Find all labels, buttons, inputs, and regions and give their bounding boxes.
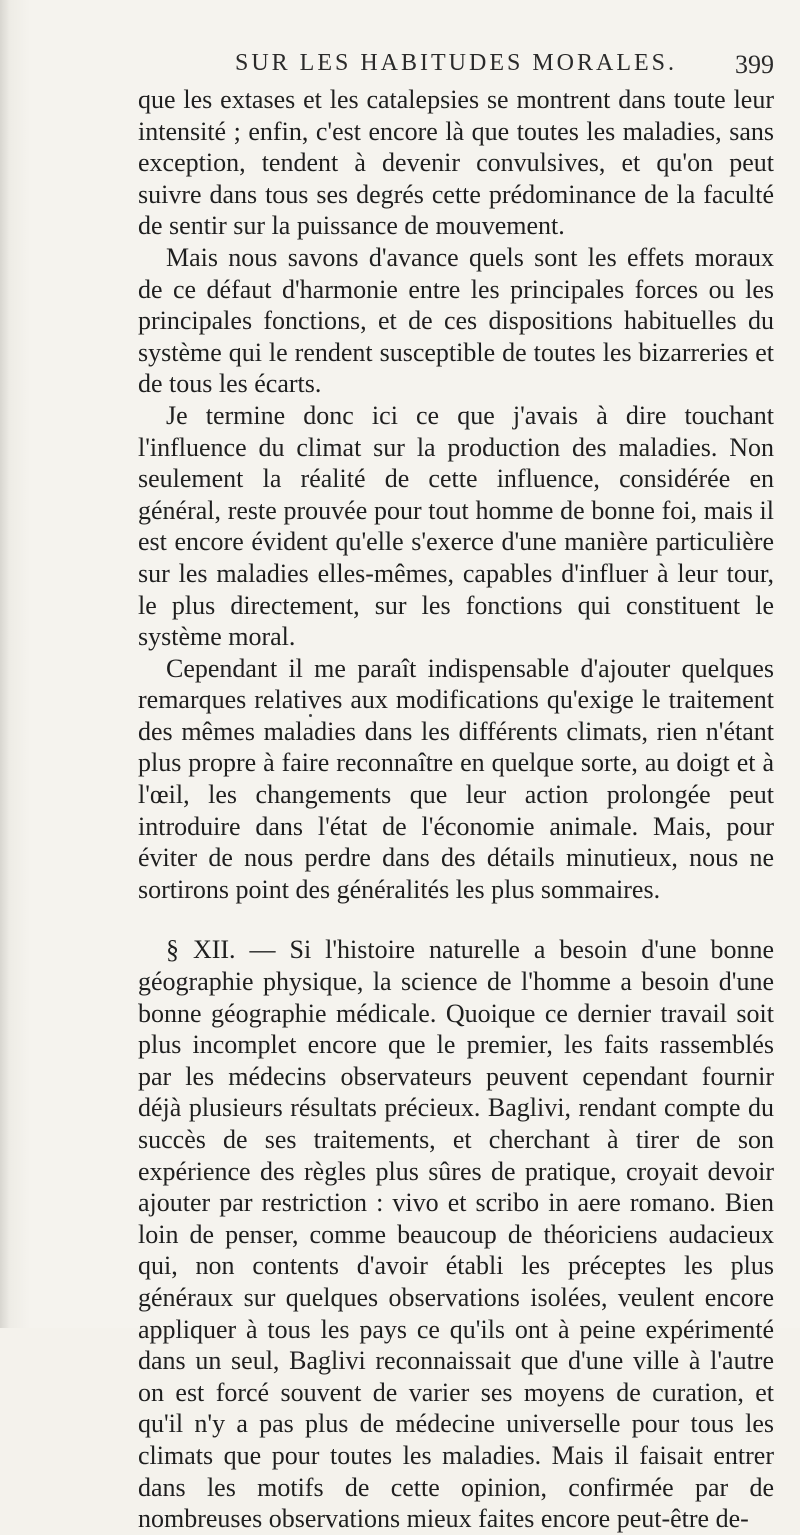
paragraph-continuation: que les extases et les catalepsies se montrent dans toute leur intensité ; enfin, c'est encore là que toutes les maladies, sans exception, tendent à devenir convulsives, et qu'on peut suivre dans tous ses degrés cette prédominance de la faculté de sentir sur la puissance de mouvement. [138, 85, 774, 241]
paragraph-effets-moraux: Mais nous savons d'avance quels sont les effets moraux de ce défaut d'harmonie entre les principales forces ou les principales fonctions, et de ces dispositions habituelles du système qui le rendent susceptible de toutes les bizarreries et de tous les écarts. [138, 242, 774, 399]
body-text [138, 84, 774, 1535]
running-head: SUR LES HABITUDES MORALES. [234, 50, 678, 76]
page-number: 399 [735, 50, 774, 79]
ink-speck [309, 714, 312, 717]
paragraph-influence-climat: Je termine donc ici ce que j'avais à dire touchant l'influence du climat sur la production des maladies. Non seulement la réalité de cette influence, considérée en général, reste prouvée pour tout homme de bonne foi, mais il est encore évident qu'elle s'exerce d'une manière particulière sur les maladies elles-mêmes, capables d'influer à leur tour, le plus directement, sur les fonctions qui constituent le système moral. [138, 400, 774, 652]
paragraph-remarques-traitement: Cependant il me paraît indispensable d'ajouter quelques remarques relatives aux modifications qu'exige le traitement des mêmes maladies dans les différents climats, rien n'étant plus propre à faire reconnaître en quelque sorte, au doigt et à l'œil, les changements que leur action prolongée peut introduire dans l'état de l'économie animale. Mais, pour éviter de nous perdre dans des détails minutieux, nous ne sortirons point des généralités les plus sommaires. [138, 653, 774, 904]
page-header [138, 50, 774, 84]
section-xii-paragraph: § XII. — Si l'histoire naturelle a besoin d'une bonne géographie physique, la science de l'homme a besoin d'une bonne géographie médicale. Quoique ce dernier travail soit plus incomplet encore que le premier, les faits rassemblés par les médecins observateurs peuvent cependant fournir déjà plusieurs résultats précieux. Baglivi, rendant compte du succès de ses traitements, et cherchant à tirer de son expérience des règles plus sûres de pratique, croyait devoir ajouter par restriction : vivo et scribo in aere romano. Bien loin de penser, comme beaucoup de théoriciens audacieux qui, non contents d'avoir établi les préceptes les plus généraux sur quelques observations isolées, veulent encore appliquer à tous les pays ce qu'ils ont à peine expérimenté dans un seul, Baglivi reconnaissait que d'une ville à l'autre on est forcé souvent de varier ses moyens de curation, et qu'il n'y a pas plus de médecine universelle pour tous les climats que pour toutes les maladies. Mais il faisait entrer dans les motifs de cette opinion, confirmée par de nombreuses observations mieux faites encore peut-être de- [138, 935, 774, 1534]
